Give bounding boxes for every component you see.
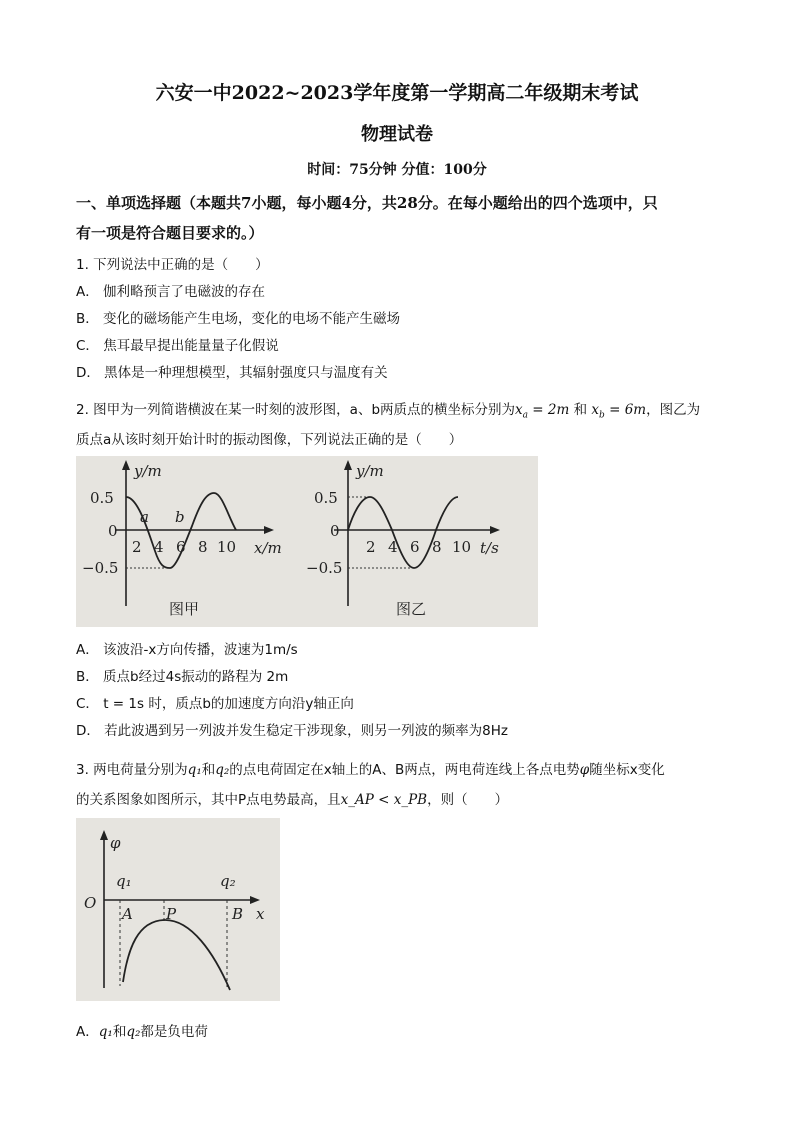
q3-fig-q2: q₂ [220, 872, 236, 890]
q1-option-d: D． 黑体是一种理想模型，其辐射强度只与温度有关 [76, 365, 388, 381]
q1-stem: 1. 下列说法中正确的是（ ） [76, 257, 269, 273]
exam-subtitle: 物理试卷 [361, 124, 433, 145]
q3-condition: x_AP < x_PB [340, 792, 428, 808]
jia-point-a: a [140, 508, 149, 526]
jia-xlabel: x/m [254, 539, 282, 557]
q3-fig-q1: q₁ [116, 872, 132, 890]
yi-tick-2: 2 [366, 538, 376, 556]
q3-stem-l2b: ，则（ ） [427, 792, 509, 808]
jia-y-arrow [122, 460, 130, 470]
jia-caption: 图甲 [169, 600, 200, 618]
q3-stem-line2 [76, 788, 508, 808]
yi-y-arrow [344, 460, 352, 470]
q2-xb: $x_b = 6m$ [591, 402, 647, 421]
yi-xlabel: t/s [480, 539, 499, 557]
jia-tick-10: 10 [217, 538, 237, 556]
q3-and: 和 [201, 762, 216, 778]
q2-stem-line2: 质点a从该时刻开始计时的振动图像，下列说法正确的是（ ） [76, 432, 463, 448]
q2-option-d: D． 若此波遇到另一列波并发生稳定干涉现象，则另一列波的频率为8Hz [76, 723, 509, 739]
jia-x-arrow [264, 526, 274, 534]
q2-option-a: A． 该波沿-x方向传播，波速为1m/s [76, 642, 298, 658]
jia-tick-4: 4 [154, 538, 164, 556]
q3-fig-B: B [232, 905, 244, 923]
q3-figure [76, 818, 280, 1001]
section1-heading-line1: 一、单项选择题（本题共7小题，每小题4分，共28分。在每小题给出的四个选项中，只 [76, 194, 658, 212]
yi-tick-pos: 0.5 [314, 489, 338, 507]
q3-y-arrow [100, 830, 108, 840]
q3-fig-x: x [256, 905, 265, 923]
jia-tick-2: 2 [132, 538, 142, 556]
q1-option-a: A． 伽利略预言了电磁波的存在 [76, 284, 266, 300]
jia-tick-8: 8 [198, 538, 208, 556]
q3-stem-tail: 随坐标x变化 [589, 762, 665, 778]
q1-option-c: C． 焦耳最早提出能量量子化假说 [76, 338, 279, 354]
yi-wave-curve [348, 497, 458, 568]
section1-heading-line2: 有一项是符合题目要求的。） [76, 224, 264, 242]
q2-and: 和 [569, 402, 592, 418]
yi-tick-neg: −0.5 [306, 559, 343, 577]
q3-stem-line1 [76, 758, 665, 778]
q3-potential-curve [123, 920, 230, 990]
q3-stem-text: 3. 两电荷量分别为 [76, 762, 188, 778]
q3-q1: q₁ [187, 762, 202, 778]
jia-tick-zero: 0 [108, 522, 118, 540]
yi-tick-4: 4 [388, 538, 398, 556]
q2-option-b: B． 质点b经过4s振动的路程为 2m [76, 669, 289, 685]
yi-caption: 图乙 [396, 600, 427, 618]
exam-title: 六安一中2022~2023学年度第一学期高二年级期末考试 [155, 82, 639, 104]
yi-tick-10: 10 [452, 538, 472, 556]
q3-q2: q₂ [215, 762, 230, 778]
exam-time-score: 时间：75分钟 分值：100分 [307, 162, 487, 178]
yi-ylabel: y/m [356, 462, 384, 480]
jia-tick-6: 6 [176, 538, 186, 556]
jia-tick-neg: −0.5 [82, 559, 119, 577]
q3-fig-origin: O [84, 894, 97, 912]
yi-tick-zero: 0 [330, 522, 340, 540]
yi-x-arrow [490, 526, 500, 534]
q2-option-c: C． t = 1s 时，质点b的加速度方向沿y轴正向 [76, 696, 354, 712]
yi-tick-6: 6 [410, 538, 420, 556]
q3-option-a: A．q₁和q₂都是负电荷 [76, 1024, 208, 1040]
q2-xa: $x_a = 2m$ [515, 402, 570, 421]
q3-stem-l2a: 的关系图象如图所示，其中P点电势最高，且 [76, 792, 341, 808]
q2-stem-line1 [76, 398, 700, 421]
q2-stem-tail: ，图乙为 [646, 402, 701, 418]
jia-ylabel: y/m [134, 462, 162, 480]
q3-stem-mid: 的点电荷固定在x轴上的A、B两点，两电荷连线上各点电势 [229, 762, 580, 778]
q3-fig-P: P [166, 905, 177, 923]
q3-phi: φ [579, 762, 590, 778]
yi-tick-8: 8 [432, 538, 442, 556]
q3-fig-phi: φ [110, 834, 121, 852]
jia-tick-pos: 0.5 [90, 489, 114, 507]
q3-x-arrow [250, 896, 260, 904]
q1-option-b: B． 变化的磁场能产生电场，变化的电场不能产生磁场 [76, 311, 401, 327]
jia-point-b: b [175, 508, 185, 526]
q3-fig-A: A [122, 905, 133, 923]
q2-figure [76, 456, 538, 627]
q2-stem-text: 2. 图甲为一列简谐横波在某一时刻的波形图，a、b两质点的横坐标分别为 [76, 402, 516, 418]
